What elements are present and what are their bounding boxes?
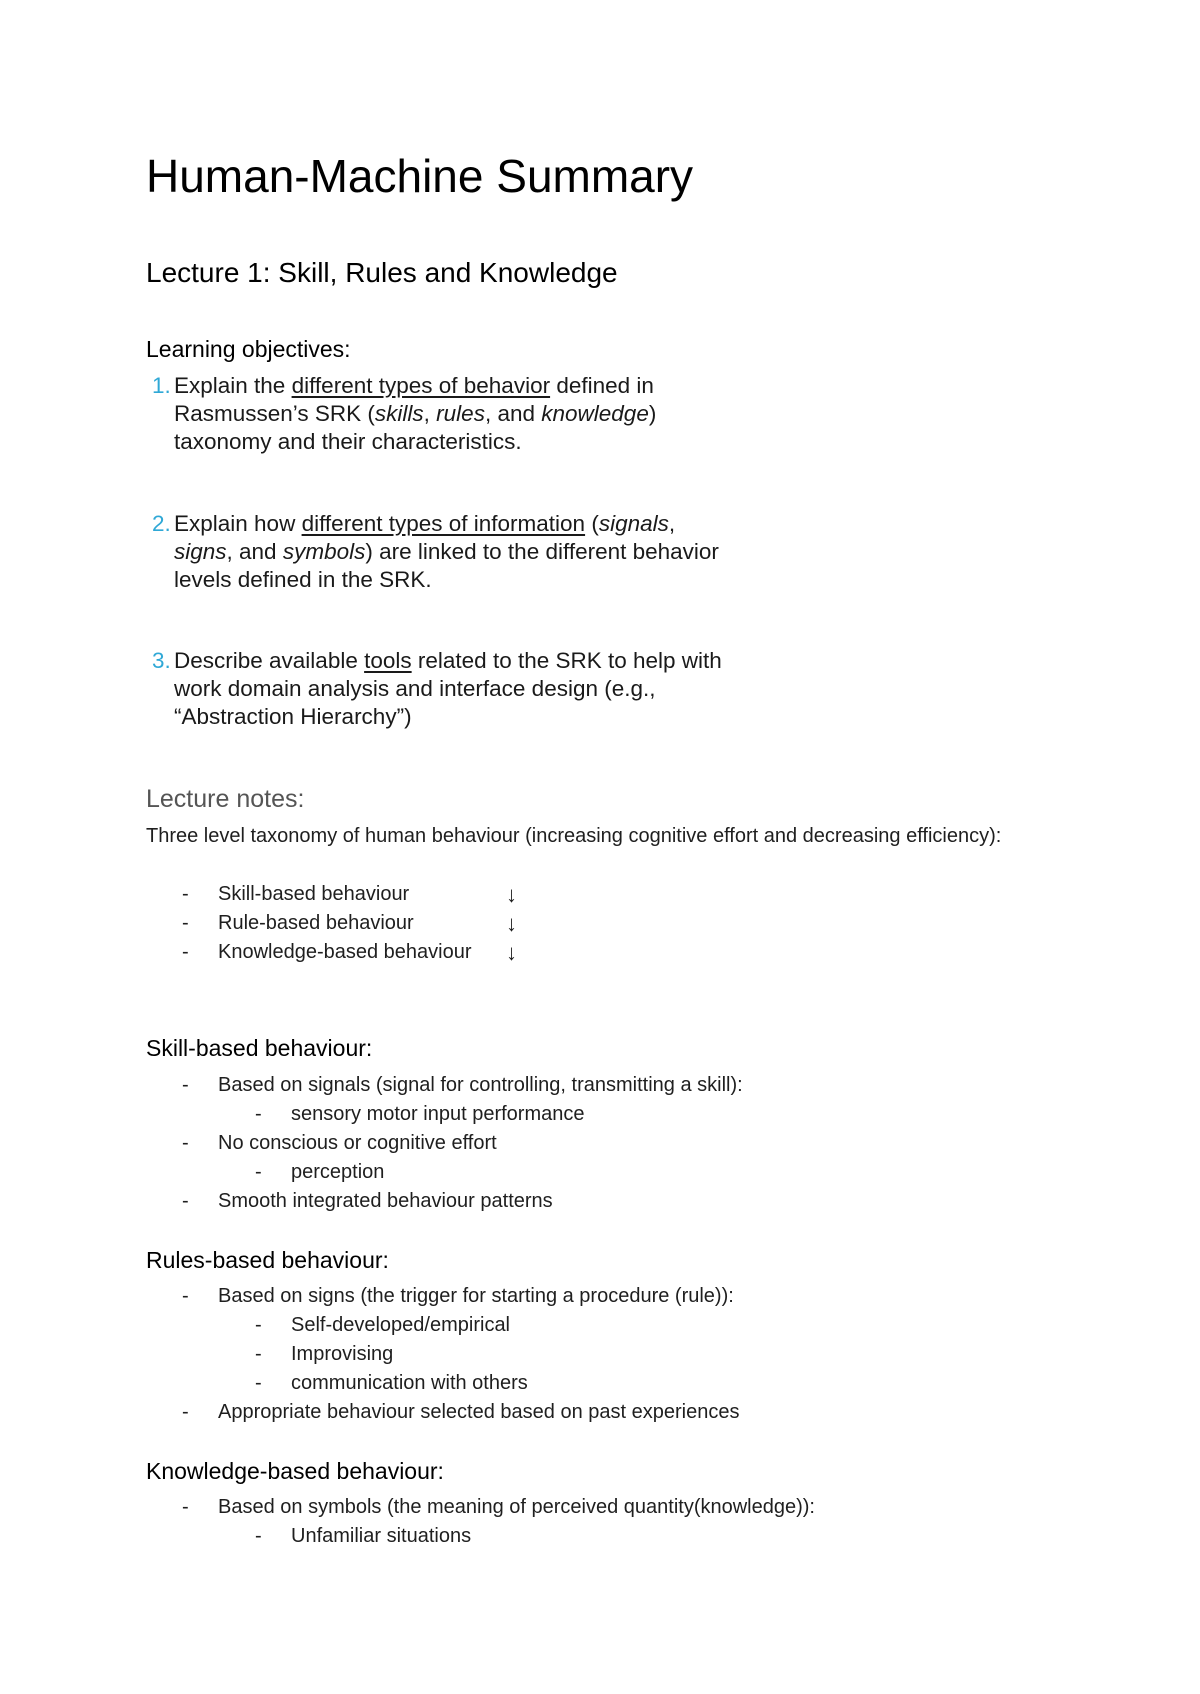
objective-text: levels defined in the SRK. [174, 567, 432, 592]
objective-text: Describe available [174, 648, 365, 673]
objective-text: related to the SRK to help with [411, 648, 722, 673]
list-item-text: Appropriate behaviour selected based on past experiences [218, 1401, 740, 1423]
dash-bullet: - [255, 1372, 262, 1394]
objective-number: 2. [152, 511, 171, 536]
knowledge-based-heading: Knowledge-based behaviour: [146, 1458, 444, 1484]
dash-bullet: - [182, 941, 189, 963]
objective-text: defined in [550, 373, 654, 398]
down-arrow-icon: ↓ [506, 911, 517, 936]
rules-based-heading: Rules-based behaviour: [146, 1247, 389, 1273]
dash-bullet: - [255, 1314, 262, 1336]
list-item-text: No conscious or cognitive effort [218, 1132, 497, 1154]
lecture-notes-heading: Lecture notes: [146, 785, 305, 813]
dash-bullet: - [255, 1525, 262, 1547]
skill-based-heading: Skill-based behaviour: [146, 1035, 373, 1061]
objective-underlined-text: tools [364, 648, 412, 673]
objective-text: Explain how [174, 511, 302, 536]
objective-text: , and [484, 401, 542, 426]
objective-text: ) are linked to the different behavior [365, 539, 719, 564]
objective-number: 1. [152, 373, 171, 398]
taxonomy-level: Skill-based behaviour [218, 883, 410, 905]
dash-bullet: - [182, 912, 189, 934]
list-item-text: perception [291, 1161, 385, 1183]
lecture-heading: Lecture 1: Skill, Rules and Knowledge [146, 257, 618, 288]
dash-bullet: - [182, 1132, 189, 1154]
objective-text: taxonomy and their characteristics. [174, 429, 522, 454]
objective-italic-text: signs [174, 539, 227, 564]
taxonomy-intro: Three level taxonomy of human behaviour (increasing cognitive effort and decreasing efficiency): [146, 825, 1002, 847]
dash-bullet: - [182, 1190, 189, 1212]
dash-bullet: - [182, 1074, 189, 1096]
objective-number: 3. [152, 648, 171, 673]
objective-italic-text: rules [436, 401, 485, 426]
dash-bullet: - [182, 1496, 189, 1518]
objective-text: Rasmussen’s SRK ( [174, 401, 375, 426]
list-item-text: Smooth integrated behaviour patterns [218, 1190, 553, 1212]
objective-italic-text: symbols [282, 539, 366, 564]
down-arrow-icon: ↓ [506, 882, 517, 907]
list-item-text: Based on signals (signal for controlling, transmitting a skill): [218, 1074, 743, 1096]
taxonomy-level: Knowledge-based behaviour [218, 941, 472, 963]
list-item-text: Unfamiliar situations [291, 1525, 472, 1547]
dash-bullet: - [255, 1343, 262, 1365]
objective-italic-text: skills [374, 401, 424, 426]
objective-underlined-text: different types of information [301, 511, 586, 536]
objective-text: ) [648, 401, 657, 426]
objective-italic-text: signals [598, 511, 669, 536]
objective-italic-text: knowledge [541, 401, 649, 426]
list-item-text: Based on signs (the trigger for starting a procedure (rule)): [218, 1285, 734, 1307]
list-item-text: communication with others [291, 1372, 528, 1394]
objective-text: , and [226, 539, 283, 564]
objective-text: “Abstraction Hierarchy”) [174, 704, 412, 729]
page-title: Human-Machine Summary [146, 150, 694, 202]
dash-bullet: - [182, 1401, 189, 1423]
objective-3 [152, 647, 722, 731]
list-item-text: Based on symbols (the meaning of perceived quantity(knowledge)): [218, 1496, 815, 1518]
objective-text: work domain analysis and interface design (e.g., [174, 676, 656, 701]
list-item-text: sensory motor input performance [291, 1103, 585, 1125]
list-item-text: Self-developed/empirical [291, 1314, 511, 1336]
objective-underlined-text: different types of behavior [291, 373, 551, 398]
down-arrow-icon: ↓ [506, 940, 517, 965]
dash-bullet: - [182, 1285, 189, 1307]
objective-text: , [423, 401, 437, 426]
objective-text: Explain the [174, 373, 292, 398]
dash-bullet: - [255, 1103, 262, 1125]
list-item-text: Improvising [291, 1343, 394, 1365]
learning-objectives-heading: Learning objectives: [146, 336, 351, 362]
taxonomy-level: Rule-based behaviour [218, 912, 414, 934]
dash-bullet: - [255, 1161, 262, 1183]
dash-bullet: - [182, 883, 189, 905]
objective-2 [152, 510, 719, 594]
objective-text: ( [585, 511, 599, 536]
objective-text: , [668, 511, 676, 536]
objective-1 [152, 372, 656, 456]
